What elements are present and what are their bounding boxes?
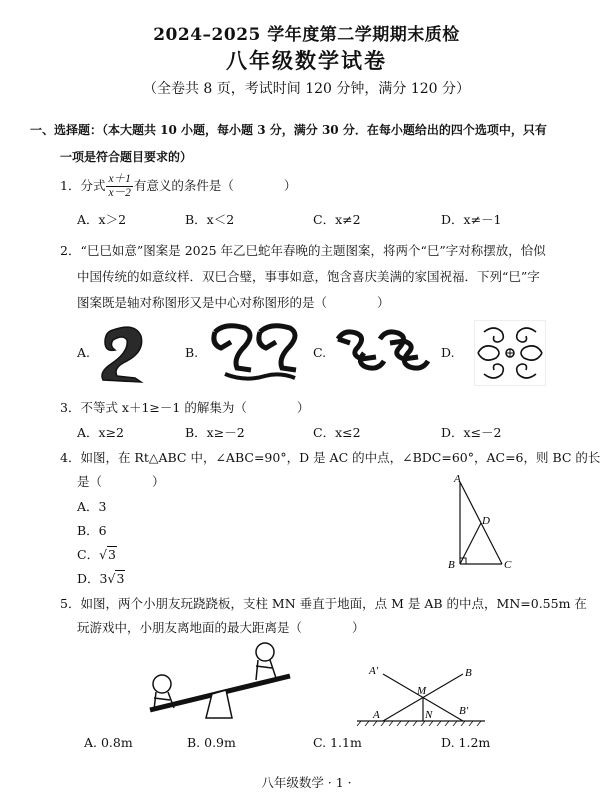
ground-hatching-icon <box>357 721 481 726</box>
q1-post: 有意义的条件是（ ） <box>133 178 297 193</box>
q3-text: 不等式 x＋1≥－1 的解集为（ ） <box>80 400 310 415</box>
q4-option-d-radicand: 3 <box>116 571 125 586</box>
exam-subtitle: 八年级数学试卷 <box>226 48 387 73</box>
label-a-prime: A′ <box>369 665 379 677</box>
question-1 <box>60 170 296 202</box>
q4-line-1 <box>60 450 600 465</box>
question-3 <box>60 400 309 415</box>
sqrt-symbol-icon: √3 <box>99 547 116 562</box>
q5-text-1: 如图，两个小朋友玩跷跷板，支柱 MN 垂直于地面，点 M 是 AB 的中点，MN=0.55m 在 <box>80 596 587 611</box>
q4-option-d[interactable] <box>77 571 125 586</box>
label-b-prime: B′ <box>459 705 469 717</box>
q1-option-c[interactable]: C．x≠2 <box>313 212 361 227</box>
label-n: N <box>425 709 433 721</box>
q2-option-b[interactable]: B. <box>185 345 199 360</box>
q3-option-c[interactable]: C．x≤2 <box>313 425 361 440</box>
child-right-head-icon <box>256 643 274 661</box>
q2-figure-a <box>95 322 155 384</box>
label-a: A <box>454 473 461 485</box>
q2-figure-c <box>332 325 434 375</box>
exam-info: （全卷共 8 页，考试时间 120 分钟，满分 120 分） <box>142 81 471 97</box>
q2-line-3: 图案既是轴对称图形又是中心对称图形的是（ ） <box>77 295 390 310</box>
label-a: A <box>373 709 380 721</box>
q4-option-d-prefix: D．3 <box>77 571 108 586</box>
sqrt-symbol-icon: √3 <box>107 571 125 586</box>
q1-denominator: x－2 <box>108 187 131 199</box>
label-b: B <box>448 559 455 571</box>
q5-line-1 <box>60 596 587 611</box>
q5-option-c[interactable]: C. 1.1m <box>313 735 362 750</box>
q1-option-a[interactable]: A．x＞2 <box>77 212 127 227</box>
q2-line-2: 中国传统的如意纹样．双巳合璧，事事如意，饱含喜庆美满的家国祝福．下列“巳”字 <box>77 269 540 284</box>
q4-option-c-prefix: C． <box>77 547 100 562</box>
q2-figure-b <box>205 322 305 384</box>
q2-text-1: “巳巳如意”图案是 2025 年乙巳蛇年春晚的主题图案，将两个“巳”字对称摆放，恰似 <box>80 243 546 258</box>
q4-number: 4． <box>60 450 81 465</box>
q4-triangle-figure <box>440 472 520 576</box>
page-footer: 八年级数学 · 1 · <box>261 775 352 790</box>
label-d: D <box>482 515 490 527</box>
q1-option-d[interactable]: D．x≠－1 <box>441 212 502 227</box>
label-m: M <box>417 685 427 697</box>
child-left-head-icon <box>153 675 171 693</box>
q4-line-2: 是（ ） <box>77 474 165 489</box>
q2-line-1 <box>60 243 546 258</box>
q2-number: 2． <box>60 243 81 258</box>
q1-pre: 分式 <box>80 178 106 193</box>
q4-option-b[interactable]: B．6 <box>77 523 107 538</box>
q3-option-a[interactable]: A．x≥2 <box>77 425 125 440</box>
q1-fraction <box>106 173 132 200</box>
q1-numerator: x＋1 <box>108 173 131 185</box>
q3-option-b[interactable]: B．x≥－2 <box>185 425 245 440</box>
q5-option-a[interactable]: A. 0.8m <box>84 735 133 750</box>
q4-text-1: 如图，在 Rt△ABC 中，∠ABC=90°，D 是 AC 的中点，∠BDC=60°，AC=6，则 BC 的长 <box>80 450 601 465</box>
q5-option-d[interactable]: D. 1.2m <box>441 735 491 750</box>
q2-option-d[interactable]: D. <box>441 345 455 360</box>
exam-title: 2024–2025 学年度第二学期期末质检 <box>153 25 460 45</box>
label-b: B <box>465 667 472 679</box>
q4-option-a[interactable]: A．3 <box>77 499 107 514</box>
label-c: C <box>504 559 512 571</box>
q3-number: 3． <box>60 400 81 415</box>
q2-option-a[interactable]: A. <box>77 345 91 360</box>
q2-option-c[interactable]: C. <box>313 345 327 360</box>
section-heading: 一、选择题：（本大题共 10 小题，每小题 3 分，满分 30 分．在每小题给出的四个选项中，只有 <box>30 123 547 137</box>
q2-figure-d <box>474 320 546 386</box>
q4-option-c[interactable] <box>77 547 117 562</box>
q3-option-d[interactable]: D．x≤－2 <box>441 425 502 440</box>
q5-number: 5． <box>60 596 81 611</box>
seesaw-illustration <box>140 636 300 726</box>
q1-option-b[interactable]: B．x＜2 <box>185 212 235 227</box>
q5-geometry-figure <box>355 660 487 726</box>
section-heading-cont: 一项是符合题目要求的） <box>60 150 193 164</box>
q5-option-b[interactable]: B. 0.9m <box>187 735 236 750</box>
q1-number: 1． <box>60 178 81 193</box>
q4-option-c-radicand: 3 <box>108 547 116 562</box>
q5-line-2: 玩游戏中，小朋友离地面的最大距离是（ ） <box>77 620 365 635</box>
